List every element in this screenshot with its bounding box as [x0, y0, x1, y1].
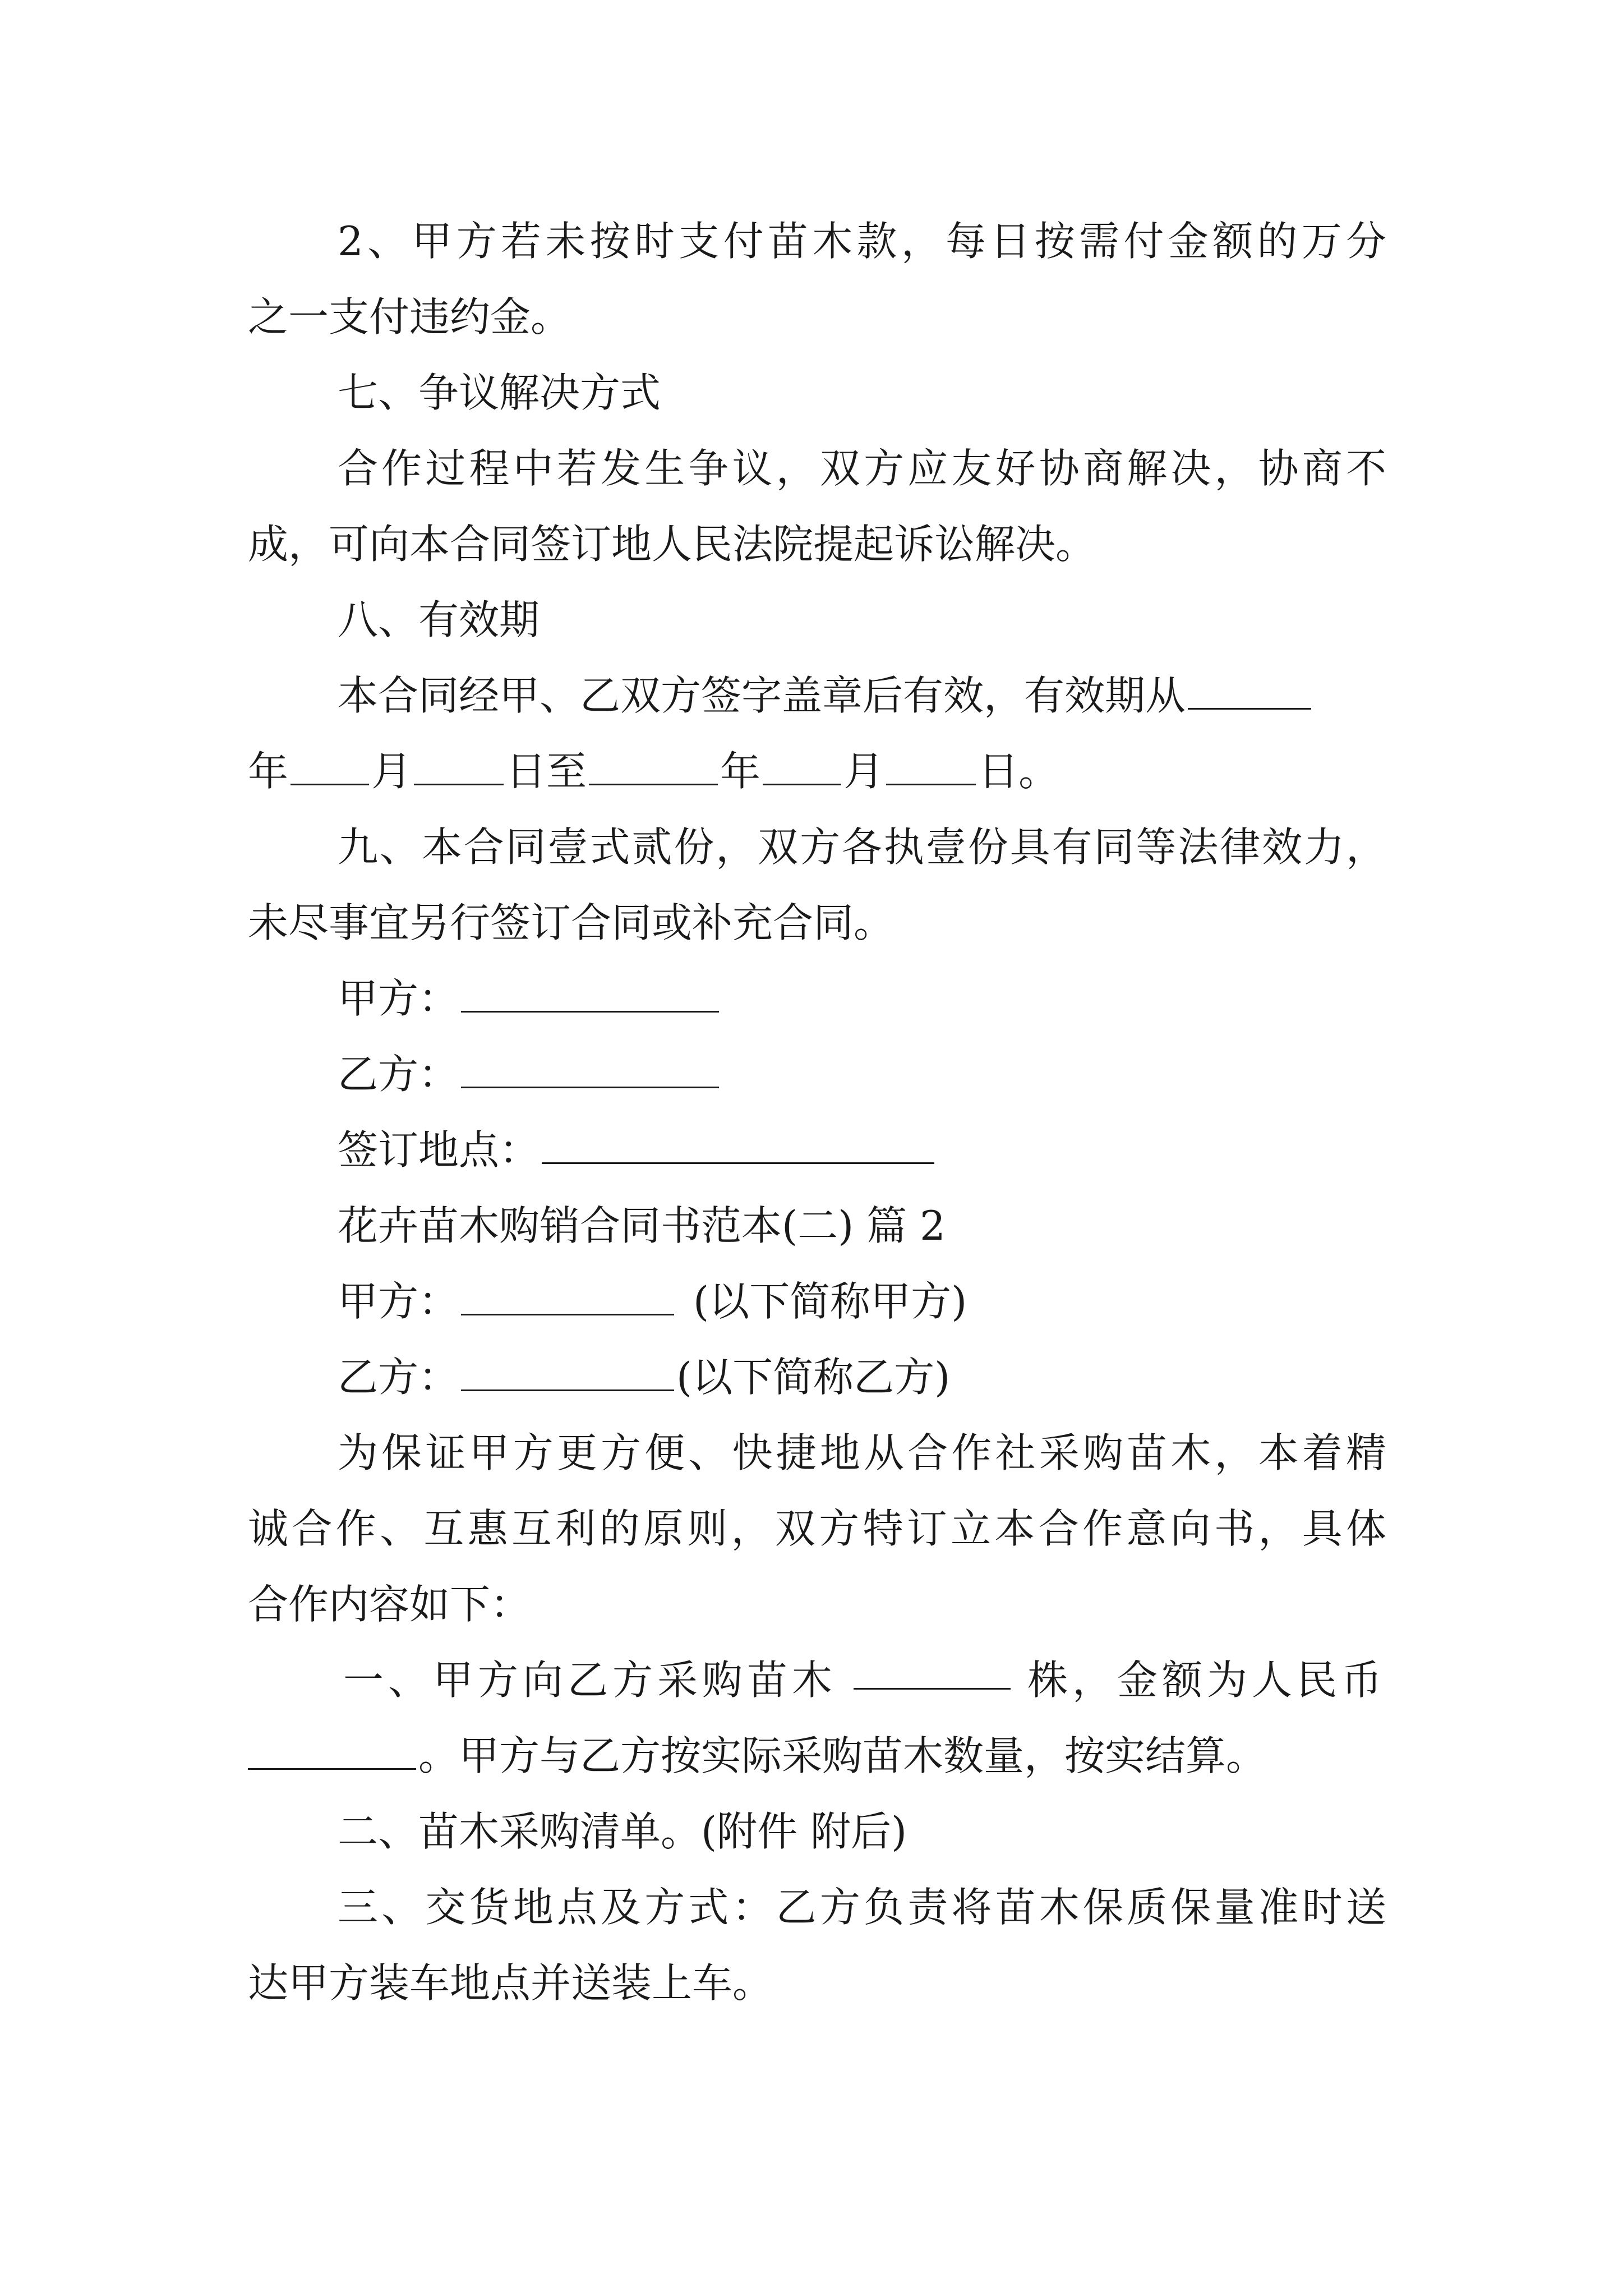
- validity-start-blank: [1188, 672, 1311, 710]
- section-9-line-2: 未尽事宜另行签订合同或补充合同。: [248, 899, 895, 946]
- day-label: 日。: [978, 748, 1059, 795]
- section-7-heading: 七、争议解决方式: [338, 369, 661, 416]
- seedling-quantity-blank: [854, 1652, 1011, 1690]
- doc2-party-b-label: 乙方：: [338, 1354, 459, 1401]
- doc2-party-b-blank: [461, 1354, 674, 1391]
- signing-place-blank: [542, 1126, 934, 1164]
- year-label: 年: [248, 748, 289, 795]
- clause-1-text-c: 。甲方与乙方按实际采购苗木数量，按实结算。: [418, 1732, 1267, 1779]
- doc2-party-a-blank: [461, 1278, 674, 1315]
- signing-place-label: 签订地点：: [338, 1126, 540, 1174]
- party-b-label: 乙方：: [338, 1051, 459, 1098]
- end-month-blank: [763, 748, 841, 785]
- doc2-intro-line-1: 为保证甲方更方便、快捷地从合作社采购苗木，本着精: [338, 1429, 1386, 1476]
- doc2-party-a-line: [338, 1273, 967, 1329]
- section-8-heading: 八、有效期: [338, 596, 540, 643]
- clause-1-text-b: 株，金额为人民币: [1027, 1657, 1386, 1704]
- party-a-blank: [461, 975, 719, 1013]
- section-8-line-1: [338, 668, 1386, 724]
- doc2-clause-2: 二、苗木采购清单。(附件 附后): [338, 1808, 907, 1855]
- day-to-label: 日至: [506, 748, 587, 795]
- month-label: 月: [371, 748, 412, 795]
- doc2-clause-3-line-1: 三、交货地点及方式：乙方负责将苗木保质保量准时送: [338, 1884, 1386, 1931]
- clause-6-2-line-1: 2、甲方若未按时支付苗木款，每日按需付金额的万分: [338, 218, 1386, 265]
- doc2-clause-1-line-2: [248, 1728, 1266, 1784]
- section-7-line-1: 合作过程中若发生争议，双方应友好协商解决，协商不: [338, 445, 1386, 492]
- party-b-blank: [461, 1051, 719, 1088]
- doc2-intro-line-3: 合作内容如下：: [248, 1581, 531, 1628]
- clause-6-2-line-2: 之一支付违约金。: [248, 293, 571, 341]
- doc2-clause-3-line-2: 达甲方装车地点并送装上车。: [248, 1959, 773, 2007]
- party-a-label: 甲方：: [338, 975, 459, 1022]
- section-8-line-2: [248, 743, 1059, 799]
- section-9-line-1: 九、本合同壹式贰份，双方各执壹份具有同等法律效力，: [338, 823, 1386, 871]
- end-day-blank: [886, 748, 976, 785]
- section-7-line-2: 成，可向本合同签订地人民法院提起诉讼解决。: [248, 521, 1096, 568]
- party-b-signature-line: [338, 1046, 721, 1102]
- start-month-blank: [291, 748, 369, 785]
- doc2-party-a-note: (以下简称甲方): [693, 1278, 967, 1325]
- doc2-party-b-note: (以下简称乙方): [676, 1354, 951, 1401]
- signing-place-line: [338, 1122, 937, 1178]
- year-label: 年: [720, 748, 761, 795]
- amount-blank: [248, 1732, 416, 1770]
- end-year-blank: [589, 748, 718, 785]
- month-label: 月: [843, 748, 884, 795]
- party-a-signature-line: [338, 970, 721, 1027]
- validity-text: 本合同经甲、乙双方签字盖章后有效，有效期从: [338, 672, 1186, 719]
- start-day-blank: [414, 748, 504, 785]
- doc2-party-b-line: [338, 1349, 950, 1405]
- doc2-intro-line-2: 诚合作、互惠互利的原则，双方特订立本合作意向书，具体: [248, 1505, 1386, 1552]
- doc2-party-a-label: 甲方：: [338, 1278, 459, 1325]
- clause-1-text-a: 一、甲方向乙方采购苗木: [343, 1657, 837, 1704]
- document-2-title: 花卉苗木购销合同书范本(二) 篇 2: [338, 1202, 946, 1249]
- doc2-clause-1-line-1: [343, 1652, 1386, 1708]
